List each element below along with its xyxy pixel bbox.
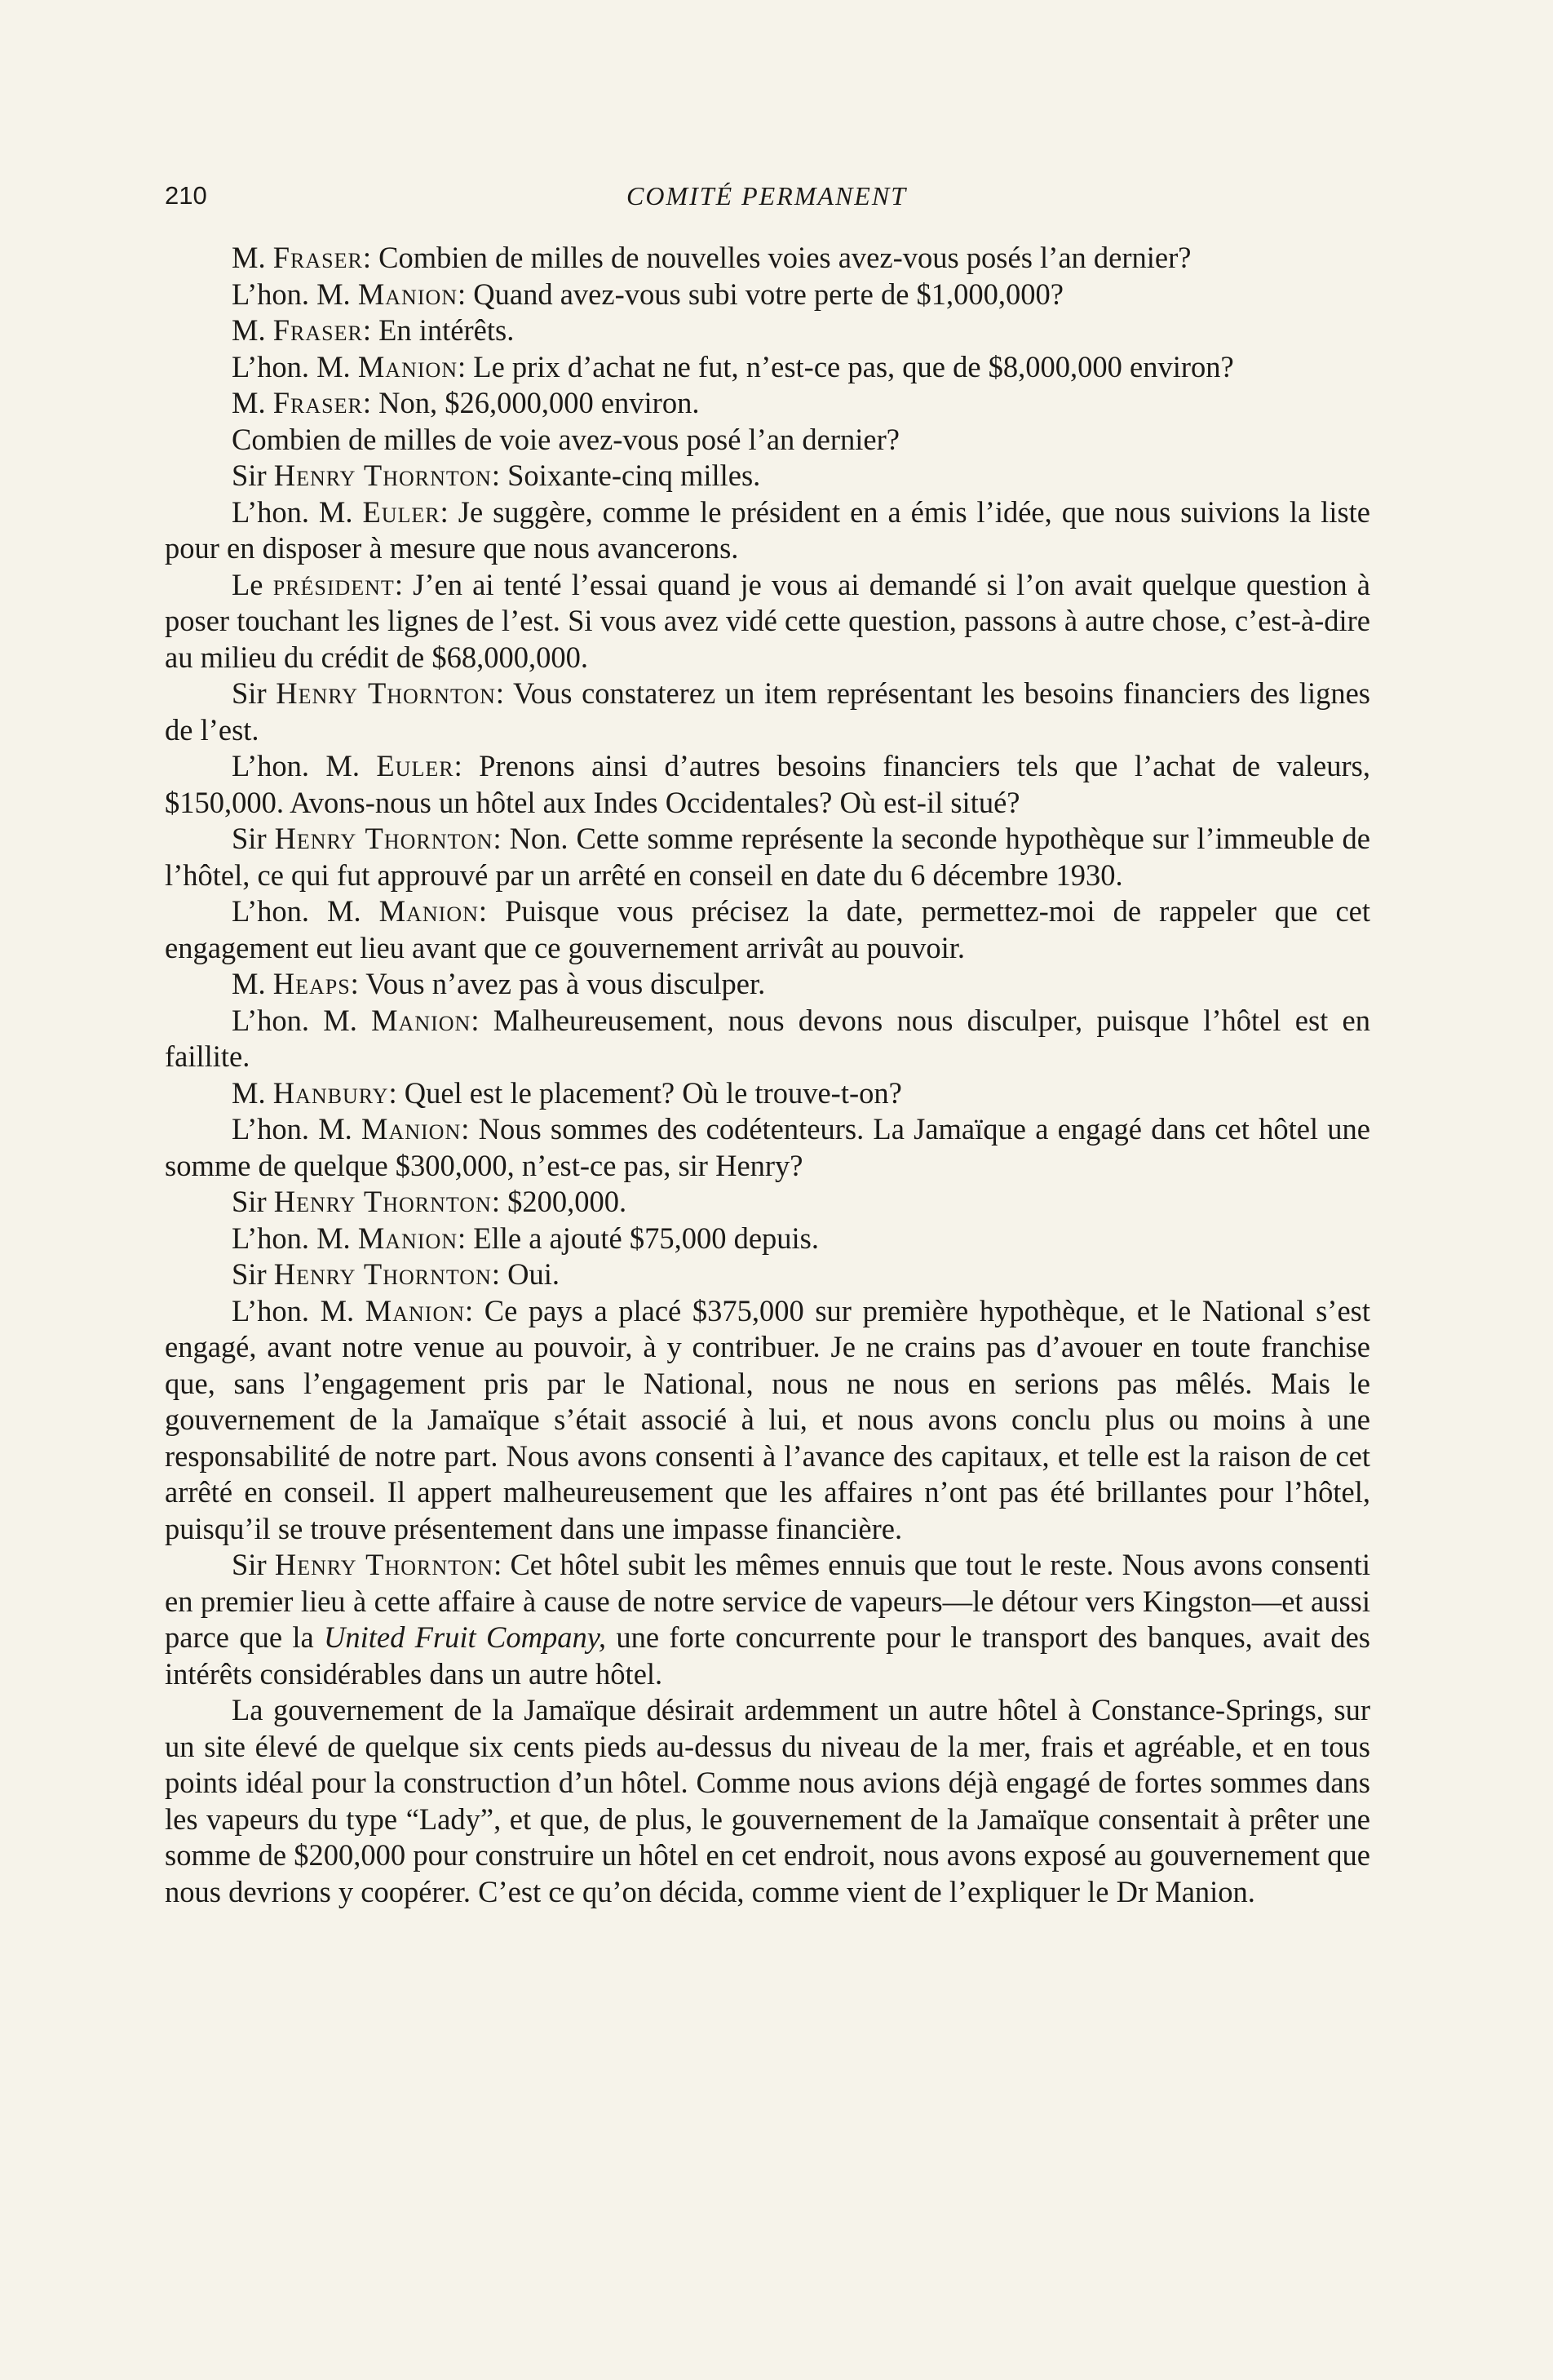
paragraph-text: : En intérêts. bbox=[362, 313, 515, 347]
speaker-name: Henry Thornton bbox=[276, 676, 496, 710]
speaker-name: Henry Thornton bbox=[273, 1185, 492, 1218]
paragraph-text: : Elle a ajouté $75,000 depuis. bbox=[458, 1221, 820, 1255]
transcript-paragraph bbox=[165, 1221, 1370, 1257]
speaker-name: Fraser bbox=[272, 386, 363, 419]
transcript-paragraph bbox=[165, 422, 1370, 459]
transcript-paragraph bbox=[165, 1692, 1370, 1910]
paragraph-text: : Quand avez-vous subi votre perte de $1,000,000? bbox=[458, 277, 1064, 311]
transcript-paragraph bbox=[165, 748, 1370, 821]
running-head: COMITÉ PERMANENT bbox=[626, 181, 907, 211]
speaker-prefix: M. bbox=[232, 313, 266, 347]
speaker-name: Henry Thornton bbox=[273, 1257, 492, 1291]
transcript-paragraph bbox=[165, 821, 1370, 893]
transcript-paragraph bbox=[165, 567, 1370, 676]
speaker-name: Henry Thornton bbox=[274, 822, 493, 855]
transcript-paragraph bbox=[165, 312, 1370, 349]
paragraph-text: La gouvernement de la Jamaïque désirait ardemment un autre hôtel à Constance-Springs, sur un site élevé de quelque six cents pieds au-dessus du niveau de la mer, frais et agréable, et en tous points idéal pour la construction d’un hôtel. Comme nous avions déjà engagé de fortes sommes dans les vapeurs du type “Lady”, et que, de plus, le gouvernement de la Jamaïque consentait à prêter une somme de $200,000 pour construire un hôtel en cet endroit, nous avons exposé au gouvernement que nous devrions y coopérer. C’est ce qu’on décida, comme vient de l’expliquer le Dr Manion. bbox=[165, 1693, 1370, 1908]
transcript-paragraph bbox=[165, 240, 1370, 277]
transcript-paragraph bbox=[165, 1184, 1370, 1221]
paragraph-text: : Soixante-cinq milles. bbox=[491, 459, 761, 492]
speaker-name: Fraser bbox=[272, 241, 363, 274]
speaker-prefix: M. bbox=[232, 1075, 266, 1110]
speaker-name: Manion bbox=[357, 277, 458, 311]
paragraph-text: : Non, $26,000,000 environ. bbox=[362, 386, 700, 419]
speaker-prefix: M. bbox=[232, 967, 266, 1000]
transcript-paragraph bbox=[165, 893, 1370, 966]
paragraph-text: : Le prix d’achat ne fut, n’est-ce pas, que de $8,000,000 environ? bbox=[458, 349, 1234, 383]
paragraph-text-continued: une forte concurrente pour le transport des banques, avait des intérêts considérables dans un autre hôtel. bbox=[165, 1620, 1370, 1691]
speaker-name: Manion bbox=[371, 1003, 471, 1037]
transcript-paragraph bbox=[165, 494, 1370, 567]
transcript-paragraph bbox=[165, 277, 1370, 313]
transcript-paragraph bbox=[165, 1075, 1370, 1112]
speaker-name: Heaps bbox=[272, 967, 351, 1000]
page-number: 210 bbox=[165, 181, 207, 210]
transcript-paragraph bbox=[165, 385, 1370, 422]
speaker-name: Manion bbox=[365, 1293, 466, 1327]
speaker-prefix: L’hon. M. bbox=[232, 494, 353, 529]
speaker-name: Euler bbox=[376, 749, 454, 782]
page-header bbox=[165, 181, 1369, 222]
paragraph-text: : Combien de milles de nouvelles voies avez-vous posés l’an dernier? bbox=[362, 241, 1192, 274]
speaker-prefix: L’hon. M. bbox=[232, 349, 351, 383]
paragraph-text: : Cet hôtel subit les mêmes ennuis que tout le reste. Nous avons consenti en premier lieu à cette affaire à cause de notre service de vapeurs—le détour vers Kingston—et aussi parce que la bbox=[165, 1548, 1370, 1654]
speaker-prefix: Sir bbox=[232, 676, 267, 710]
paragraph-text: : $200,000. bbox=[491, 1185, 627, 1218]
paragraph-text: : Puisque vous précisez la date, permettez-moi de rappeler que cet engagement eut lieu avant que ce gouvernement arrivât au pouvoir. bbox=[165, 894, 1370, 964]
transcript-body bbox=[165, 240, 1370, 1910]
speaker-prefix: L’hon. M. bbox=[232, 749, 360, 782]
speaker-prefix: Sir bbox=[232, 1548, 267, 1581]
speaker-prefix: L’hon. M. bbox=[232, 894, 361, 928]
speaker-prefix: Sir bbox=[232, 1185, 267, 1218]
speaker-prefix: Sir bbox=[232, 822, 267, 855]
paragraph-text: : Prenons ainsi d’autres besoins financiers tels que l’achat de valeurs, $150,000. Avons-nous un hôtel aux Indes Occidentales? Où est-il situé? bbox=[165, 749, 1370, 819]
speaker-name: Manion bbox=[378, 894, 479, 928]
speaker-prefix: Sir bbox=[232, 1257, 267, 1291]
speaker-name: Manion bbox=[361, 1112, 462, 1146]
speaker-name: Henry Thornton bbox=[273, 459, 492, 492]
speaker-prefix: Sir bbox=[232, 459, 267, 492]
speaker-name: Fraser bbox=[272, 313, 363, 347]
transcript-paragraph bbox=[165, 1293, 1370, 1548]
speaker-prefix: Le bbox=[232, 567, 263, 601]
paragraph-text: : Vous constaterez un item représentant les besoins financiers des lignes de l’est. bbox=[165, 676, 1370, 747]
speaker-name: président bbox=[272, 567, 395, 601]
transcript-paragraph bbox=[165, 676, 1370, 748]
paragraph-text: : Nous sommes des codétenteurs. La Jamaïque a engagé dans cet hôtel une somme de quelque $300,000, n’est-ce pas, sir Henry? bbox=[165, 1112, 1370, 1182]
speaker-prefix: M. bbox=[232, 241, 266, 274]
speaker-prefix: L’hon. M. bbox=[232, 1293, 355, 1327]
speaker-prefix: L’hon. M. bbox=[232, 1003, 357, 1037]
italic-company-name: United Fruit Company, bbox=[324, 1620, 607, 1654]
transcript-paragraph bbox=[165, 458, 1370, 494]
paragraph-text: : Malheureusement, nous devons nous disculper, puisque l’hôtel est en faillite. bbox=[165, 1003, 1371, 1073]
transcript-paragraph bbox=[165, 1111, 1370, 1184]
speaker-name: Euler bbox=[362, 494, 440, 529]
speaker-prefix: L’hon. M. bbox=[232, 277, 351, 311]
speaker-name: Henry Thornton bbox=[274, 1548, 494, 1581]
paragraph-text: Combien de milles de voie avez-vous posé l’an dernier? bbox=[232, 422, 900, 456]
paragraph-text: : Non. Cette somme représente la seconde hypothèque sur l’immeuble de l’hôtel, ce qui fut approuvé par un arrêté en conseil en date du 6 décembre 1930. bbox=[165, 822, 1370, 892]
speaker-prefix: L’hon. M. bbox=[232, 1221, 351, 1255]
speaker-prefix: L’hon. M. bbox=[232, 1112, 352, 1146]
paragraph-text: : Quel est le placement? Où le trouve-t-on? bbox=[388, 1075, 902, 1110]
transcript-paragraph bbox=[165, 966, 1370, 1003]
transcript-paragraph bbox=[165, 1547, 1370, 1692]
paragraph-text: : Ce pays a placé $375,000 sur première hypothèque, et le National s’est engagé, avant notre venue au pouvoir, à y contribuer. Je ne crains pas d’avouer en toute franchise que, sans l’engagement pris par le National, nous ne nous en serions pas mêlés. Mais le gouvernement de la Jamaïque s’était associé à lui, et nous avons conclu plus ou moins à une responsabilité de notre part. Nous avons consenti à l’avance des capitaux, et telle est la raison de cet arrêté en conseil. Il appert malheureusement que les affaires n’ont pas été brillantes pour l’hôtel, puisqu’il se trouve présentement dans une impasse financière. bbox=[165, 1293, 1371, 1545]
transcript-paragraph bbox=[165, 1003, 1370, 1075]
transcript-paragraph bbox=[165, 349, 1370, 386]
paragraph-text: : Vous n’avez pas à vous disculper. bbox=[350, 967, 766, 1000]
speaker-name: Hanbury bbox=[272, 1075, 389, 1110]
speaker-name: Manion bbox=[357, 1221, 458, 1255]
transcript-paragraph bbox=[165, 1256, 1370, 1293]
speaker-name: Manion bbox=[357, 349, 458, 383]
speaker-prefix: M. bbox=[232, 386, 266, 419]
paragraph-text: : J’en ai tenté l’essai quand je vous ai demandé si l’on avait quelque question à poser touchant les lignes de l’est. Si vous avez vidé cette question, passons à autre chose, c’est-à-dire au milieu du crédit de $68,000,000. bbox=[165, 567, 1371, 674]
paragraph-text: : Je suggère, comme le président en a émis l’idée, que nous suivions la liste pour en disposer à mesure que nous avancerons. bbox=[165, 494, 1371, 565]
paragraph-text: : Oui. bbox=[491, 1257, 560, 1291]
